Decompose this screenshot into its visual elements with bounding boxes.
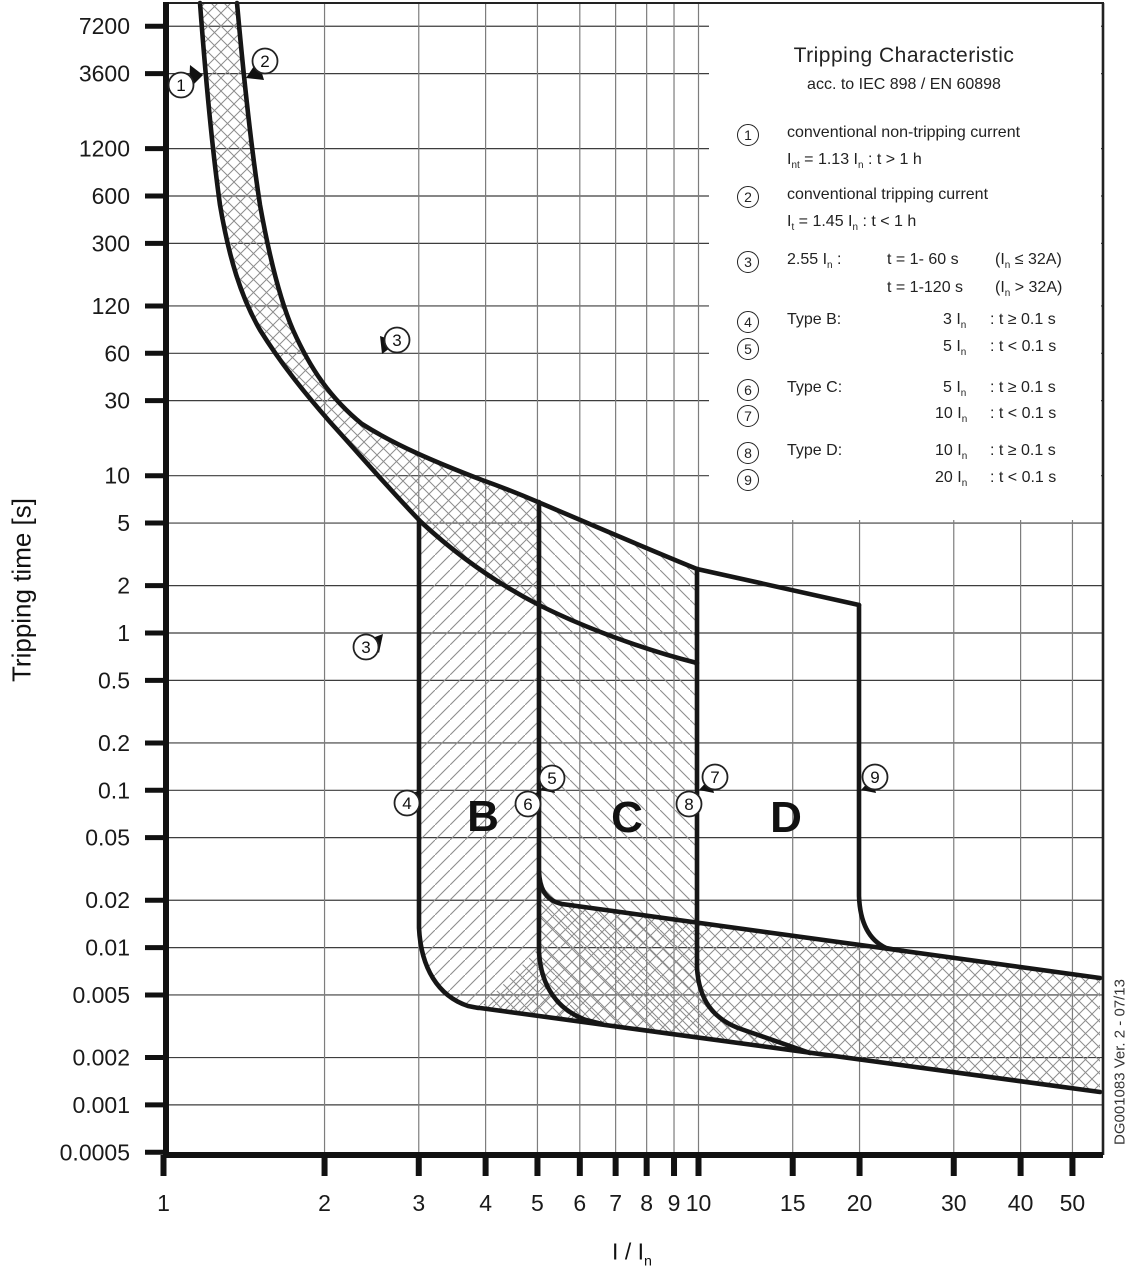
y-tick-label: 0.2 — [98, 729, 130, 756]
x-tick-label: 20 — [846, 1190, 873, 1216]
marker-number-3: 3 — [392, 331, 402, 350]
x-tick-label: 2 — [318, 1190, 331, 1216]
legend-item-6-circle: 6 — [737, 379, 759, 401]
marker-number-1: 1 — [176, 76, 186, 95]
y-tick-label: 0.05 — [85, 824, 130, 851]
legend-item-8-text: Type D: — [787, 442, 843, 459]
y-tick-label: 1 — [117, 620, 130, 646]
legend-item-6-text: Type C: — [787, 379, 843, 396]
legend-item-1-text: conventional non-tripping current — [787, 124, 1021, 141]
y-tick-label: 60 — [104, 340, 130, 367]
x-tick-label: 4 — [479, 1190, 493, 1216]
y-tick-label: 1200 — [78, 135, 130, 162]
legend-item-3-text: t = 1- 60 s — [887, 251, 959, 268]
legend-item-5-circle: 5 — [737, 338, 759, 360]
legend-item-2-text: $I_t = 1.45$ $I_n$ : t < 1 h — [787, 213, 917, 234]
x-axis-label: I / $I_n$ — [612, 1238, 652, 1270]
marker-number-3: 3 — [361, 638, 371, 657]
marker-number-6: 6 — [523, 795, 533, 814]
x-tick-label: 1 — [157, 1190, 170, 1216]
x-tick-label: 8 — [640, 1190, 654, 1216]
legend-item-6-text: : t ≥ 0.1 s — [990, 379, 1056, 396]
y-tick-label: 0.005 — [72, 981, 130, 1008]
legend-item-2-text: conventional tripping current — [787, 186, 989, 203]
legend-item-5-text: 5 $I_n$ — [943, 338, 967, 359]
chart-subtitle: acc. to IEC 898 / EN 60898 — [807, 76, 1001, 93]
marker-number-7: 7 — [710, 768, 720, 787]
legend-item-4-text: : t ≥ 0.1 s — [990, 311, 1056, 328]
legend-item-8-text: 10 $I_n$ — [935, 442, 968, 463]
x-tick-label: 10 — [685, 1190, 712, 1216]
y-tick-label: 3600 — [78, 60, 130, 87]
thermal-band-region — [200, 3, 539, 605]
marker-number-4: 4 — [402, 794, 412, 813]
legend-item-4-circle: 4 — [737, 311, 759, 333]
legend-item-8-circle: 8 — [737, 442, 759, 464]
type-d-upper-limit-line — [697, 569, 859, 605]
y-tick-label: 0.1 — [98, 777, 130, 804]
x-tick-label: 7 — [609, 1190, 623, 1216]
y-tick-label: 0.0005 — [59, 1139, 130, 1166]
chart-title: Tripping Characteristic — [793, 44, 1015, 67]
y-tick-label: 0.5 — [98, 667, 130, 694]
legend-item-7-text: 10 $I_n$ — [935, 405, 968, 426]
y-tick-label: 600 — [91, 182, 130, 209]
x-tick-label: 15 — [779, 1190, 806, 1216]
zone-label-d: D — [770, 793, 802, 842]
x-tick-label: 3 — [412, 1190, 426, 1216]
zone-label-b: B — [467, 792, 499, 841]
legend-item-7-circle: 7 — [737, 405, 759, 427]
y-tick-label: 0.002 — [72, 1044, 130, 1071]
legend-item-8-text: : t ≥ 0.1 s — [990, 442, 1056, 459]
zone-label-c: C — [611, 793, 643, 842]
legend-item-9-text: 20 $I_n$ — [935, 469, 968, 490]
x-tick-label: 40 — [1007, 1190, 1034, 1216]
y-tick-label: 2 — [117, 572, 130, 599]
legend-item-6-text: 5 $I_n$ — [943, 379, 967, 400]
legend-item-7-text: : t < 0.1 s — [990, 405, 1057, 422]
y-tick-label: 0.02 — [85, 887, 130, 914]
legend-item-3-text: t = 1-120 s — [887, 279, 964, 296]
legend-item-4-text: 3 $I_n$ — [943, 311, 967, 332]
marker-number-9: 9 — [870, 768, 880, 787]
x-tick-label: 6 — [573, 1190, 587, 1216]
x-tick-label: 5 — [531, 1190, 544, 1216]
y-tick-label: 120 — [91, 292, 130, 319]
legend-item-1-circle: 1 — [737, 124, 759, 146]
y-tick-label: 0.001 — [72, 1091, 130, 1118]
legend-item-9-circle: 9 — [737, 469, 759, 491]
legend-item-3-text: $(I_n > 32A)$ — [995, 279, 1063, 300]
x-tick-label: 30 — [940, 1190, 967, 1216]
legend-item-3-text: $(I_n \le 32A)$ — [995, 251, 1062, 272]
y-tick-label: 30 — [104, 387, 130, 414]
legend-item-5-text: : t < 0.1 s — [990, 338, 1057, 355]
marker-number-8: 8 — [684, 795, 694, 814]
x-tick-label: 9 — [667, 1190, 681, 1216]
legend-item-2-circle: 2 — [737, 186, 759, 208]
legend-item-4-text: Type B: — [787, 311, 842, 328]
marker-number-2: 2 — [260, 52, 270, 71]
y-tick-label: 10 — [104, 462, 130, 489]
marker-number-5: 5 — [547, 769, 557, 788]
y-tick-label: 5 — [117, 510, 130, 537]
legend-item-9-text: : t < 0.1 s — [990, 469, 1057, 486]
document-number-watermark: DG001083 Ver. 2 - 07/13 — [1111, 979, 1129, 1145]
y-tick-label: 300 — [91, 230, 130, 257]
legend-item-1-text: $I_{nt} = 1.13$ $I_n$ : t > 1 h — [787, 151, 922, 172]
legend-item-3-circle: 3 — [737, 251, 759, 273]
y-tick-label: 7200 — [78, 13, 130, 40]
y-tick-label: 0.01 — [85, 934, 130, 961]
x-tick-label: 50 — [1059, 1190, 1086, 1216]
legend-item-3-text: 2.55 $I_n$ : — [787, 251, 842, 272]
y-axis-label: Tripping time [s] — [6, 498, 37, 682]
